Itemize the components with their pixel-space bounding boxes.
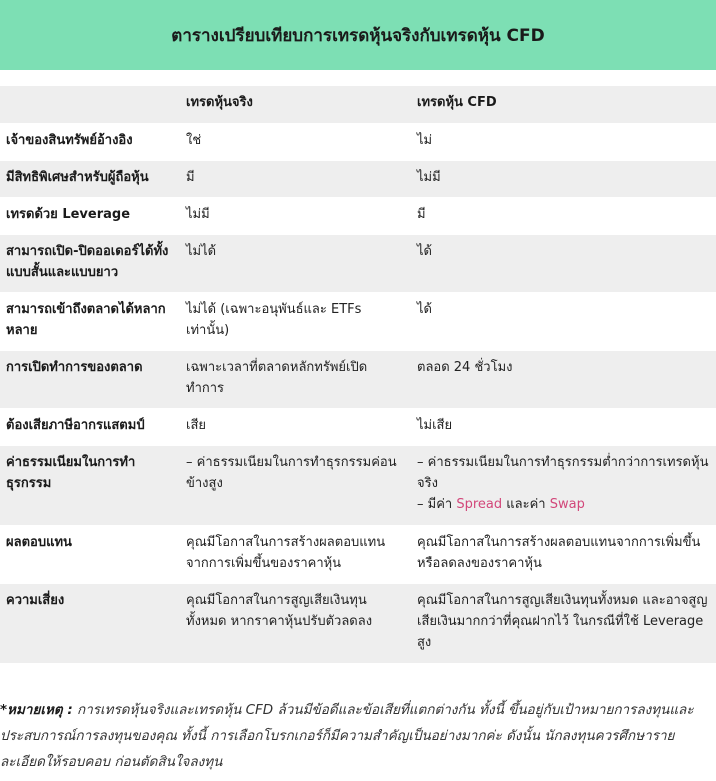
real-cell: คุณมีโอกาสในการสูญเสียเงินทุนทั้งหมด หากราคาหุ้นปรับตัวลดลง [180,583,411,663]
header-cell-real: เทรดหุ้นจริง [180,86,411,123]
table-row [0,583,716,663]
footnote-text: การเทรดหุ้นจริงและเทรดหุ้น CFD ล้วนมีข้อดีและข้อเสียที่แตกต่างกัน ทั้งนี้ ขึ้นอยู่กับเป้าหมายการลงทุนและประสบการณ์การลงทุนของคุณ ทั้งนี้ การเลือกโบรกเกอร์ก็มีความสำคัญเป็นอย่างมากค่ะ ดังนั้น นักลงทุนควรศึกษารายละเอียดให้รอบคอบ ก่อนตัดสินใจลงทุน [0,702,694,770]
cfd-cost-line [417,494,710,515]
comparison-table [0,86,716,664]
page-title: ตารางเปรียบเทียบการเทรดหุ้นจริงกับเทรดหุ้น CFD [171,25,545,46]
header-cell-cfd: เทรดหุ้น CFD [411,86,716,123]
real-cell: ใช่ [180,123,411,160]
real-cell: ไม่มี [180,197,411,234]
footnote-label: *หมายเหตุ : [0,702,73,718]
table-row [0,160,716,197]
real-cell: เสีย [180,408,411,445]
row-label: เจ้าของสินทรัพย์อ้างอิง [0,123,180,160]
cfd-cell: คุณมีโอกาสในการสร้างผลตอบแทนจากการเพิ่มขึ้นหรือลดลงของราคาหุ้น [411,525,716,583]
spread-link[interactable]: Spread [456,496,503,512]
cfd-fee-line: – ค่าธรรมเนียมในการทำธุรกรรมต่ำกว่าการเทรดหุ้นจริง [417,454,709,491]
cfd-cell: ไม่เสีย [411,408,716,445]
table-row [0,234,716,292]
row-label: ความเสี่ยง [0,583,180,663]
table-header-row [0,86,716,123]
row-label: เทรดด้วย Leverage [0,197,180,234]
row-label: สามารถเข้าถึงตลาดได้หลากหลาย [0,292,180,350]
title-banner [0,0,716,70]
real-cell: ไม่ได้ [180,234,411,292]
row-label: สามารถเปิด-ปิดออเดอร์ได้ทั้งแบบสั้นและแบบยาว [0,234,180,292]
header-cell-empty [0,86,180,123]
cfd-cell: ไม่ [411,123,716,160]
real-cell: คุณมีโอกาสในการสร้างผลตอบแทนจากการเพิ่มขึ้นของราคาหุ้น [180,525,411,583]
swap-link[interactable]: Swap [549,496,585,512]
table-row [0,445,716,525]
row-label: มีสิทธิพิเศษสำหรับผู้ถือหุ้น [0,160,180,197]
real-cell: เฉพาะเวลาที่ตลาดหลักทรัพย์เปิดทำการ [180,350,411,408]
table-row [0,123,716,160]
table-row [0,197,716,234]
real-cell: ไม่ได้ (เฉพาะอนุพันธ์และ ETFs เท่านั้น) [180,292,411,350]
cfd-cell: ได้ [411,292,716,350]
table-row [0,525,716,583]
footnote [0,697,716,775]
row-label: ต้องเสียภาษีอากรแสตมป์ [0,408,180,445]
cfd-cell: ได้ [411,234,716,292]
real-cell: มี [180,160,411,197]
row-label: การเปิดทำการของตลาด [0,350,180,408]
cost-middle: และค่า [502,496,550,512]
cost-prefix: – มีค่า [417,496,457,512]
cfd-cell [411,445,716,525]
table-row [0,292,716,350]
cfd-cell: คุณมีโอกาสในการสูญเสียเงินทุนทั้งหมด และอาจสูญเสียเงินมากกว่าที่คุณฝากไว้ ในกรณีที่ใช้ Leverage สูง [411,583,716,663]
real-cell: – ค่าธรรมเนียมในการทำธุรกรรมค่อนข้างสูง [180,445,411,525]
table-row [0,408,716,445]
row-label: ผลตอบแทน [0,525,180,583]
table-row [0,350,716,408]
row-label: ค่าธรรมเนียมในการทำธุรกรรม [0,445,180,525]
cfd-cell: มี [411,197,716,234]
cfd-cell: ไม่มี [411,160,716,197]
cfd-cell: ตลอด 24 ชั่วโมง [411,350,716,408]
